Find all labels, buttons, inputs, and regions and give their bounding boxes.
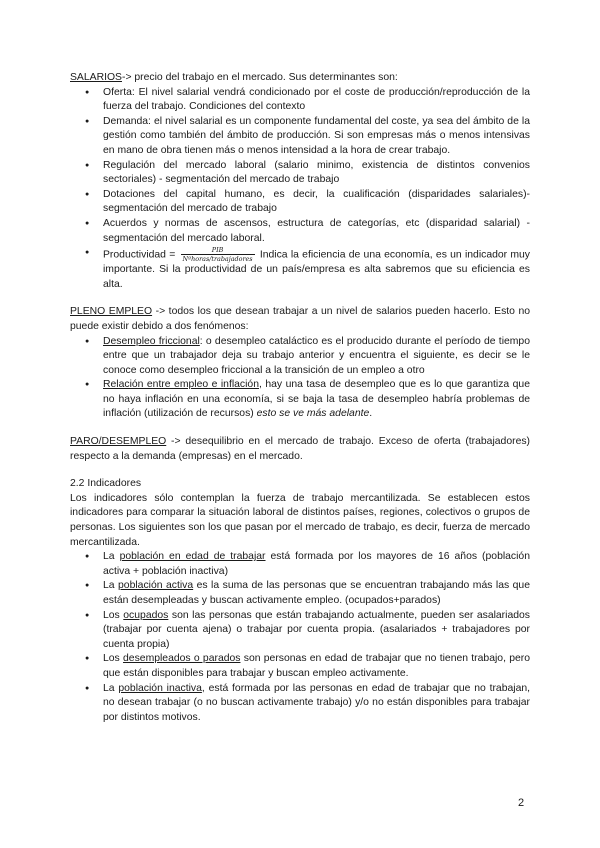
paro-paragraph: PARO/DESEMPLEO -> desequilibrio en el mercado de trabajo. Exceso de oferta (trabajadores) respecto a la demanda (empresas) en el mercado. <box>70 436 530 462</box>
list-item: ● La población activa es la suma de las personas que se encuentran trabajando más las que están desempleadas y buscan activamente empleo. (ocupados+parados) <box>70 579 530 608</box>
list-item: ● Relación entre empleo e inflación, hay una tasa de desempleo que es lo que garantiza que no haya inflación en una economía, si se baja la tasa de desempleo habría problemas de inflación (utilización de recursos) esto se ve más adelante. <box>70 378 530 422</box>
section-heading: 2.2 Indicadores <box>70 478 142 490</box>
list-item: ● Demanda: el nivel salarial es un componente fundamental del coste, ya sea del ámbito de la gestión como también del ámbito de producción. Si son empresas más o menos intensivas en mano de obra tienen más o menos intensidad a la hora de crear trabajo. <box>70 115 530 159</box>
salarios-intro: SALARIOS-> precio del trabajo en el mercado. Sus determinantes son: <box>70 72 398 83</box>
indicadores-list <box>70 550 530 725</box>
salarios-list <box>70 86 530 293</box>
page-number: 2 <box>518 797 525 809</box>
list-item: ● Desempleo friccional: o desempleo cataláctico es el producido durante el período de tiempo entre que un trabajador deja su trabajo anterior y encuentra el siguiente, es decir se le conoce como desempleo friccional a la transición de un empleo a otro <box>70 335 530 379</box>
list-item-productividad: ● Productividad = $\frac{\text{PIB}}{\text{Nºhoras/trabajadores}}$ Indica la eficiencia de una economía, es un indicador muy importante. Si la productividad de un país/empresa es alta sabremos que su eficiencia es alta. <box>70 246 530 292</box>
list-item: ● Regulación del mercado laboral (salario minimo, existencia de distintos convenios sectoriales) - segmentación del mercado de trabajo <box>70 159 530 188</box>
list-item: ● Acuerdos y normas de ascensos, estructura de categorías, etc (disparidad salarial) - segmentación del mercado laboral. <box>70 217 530 246</box>
document-page <box>70 71 530 725</box>
list-item: ● La población inactiva, está formada por las personas en edad de trabajar que no trabajan, no desean trabajar (o no buscan activamente trabajo) y/o no están disponibles para trabajar por distintos motivos. <box>70 682 530 726</box>
list-item: ● La población en edad de trabajar está formada por los mayores de 16 años (población activa + población inactiva) <box>70 550 530 579</box>
productividad-formula: $\frac{\text{PIB}}{\text{Nºhoras/trabajadores}}$ <box>182 246 253 264</box>
salarios-term: SALARIOS <box>70 72 122 83</box>
pleno-empleo-term: PLENO EMPLEO <box>70 306 153 318</box>
pleno-empleo-list <box>70 335 530 423</box>
list-item: ● Los desempleados o parados son personas en edad de trabajar que no tienen trabajo, pero que están disponibles para trabajar y buscan empleo activamente. <box>70 652 530 681</box>
paro-term: PARO/DESEMPLEO <box>70 436 167 448</box>
pleno-empleo-intro: PLENO EMPLEO -> todos los que desean trabajar a un nivel de salarios pueden hacerlo. Esto no puede existir debido a dos fenómenos: <box>70 306 531 332</box>
indicadores-intro: Los indicadores sólo contemplan la fuerza de trabajo mercantilizada. Se establecen estos indicadores para comparar la situación laboral de distintos países, regiones, colectivos o grupos de personas. Los siguientes son los que pasan por el mercado de trabajo, es decir, fuerza de mercado mercantilizada. <box>70 492 530 548</box>
list-item: ● Dotaciones del capital humano, es decir, la cualificación (disparidades salariales)- segmentación del mercado de trabajo <box>70 188 530 217</box>
list-item: ● Oferta: El nivel salarial vendrá condicionado por el coste de producción/reproducción de la fuerza del trabajo. Condiciones del contexto <box>70 86 530 115</box>
list-item: ● Los ocupados son las personas que están trabajando actualmente, pueden ser asalariados (trabajar por cuenta ajena) o trabajar por cuenta propia. (asalariados + trabajadores por cuenta propia) <box>70 609 530 653</box>
